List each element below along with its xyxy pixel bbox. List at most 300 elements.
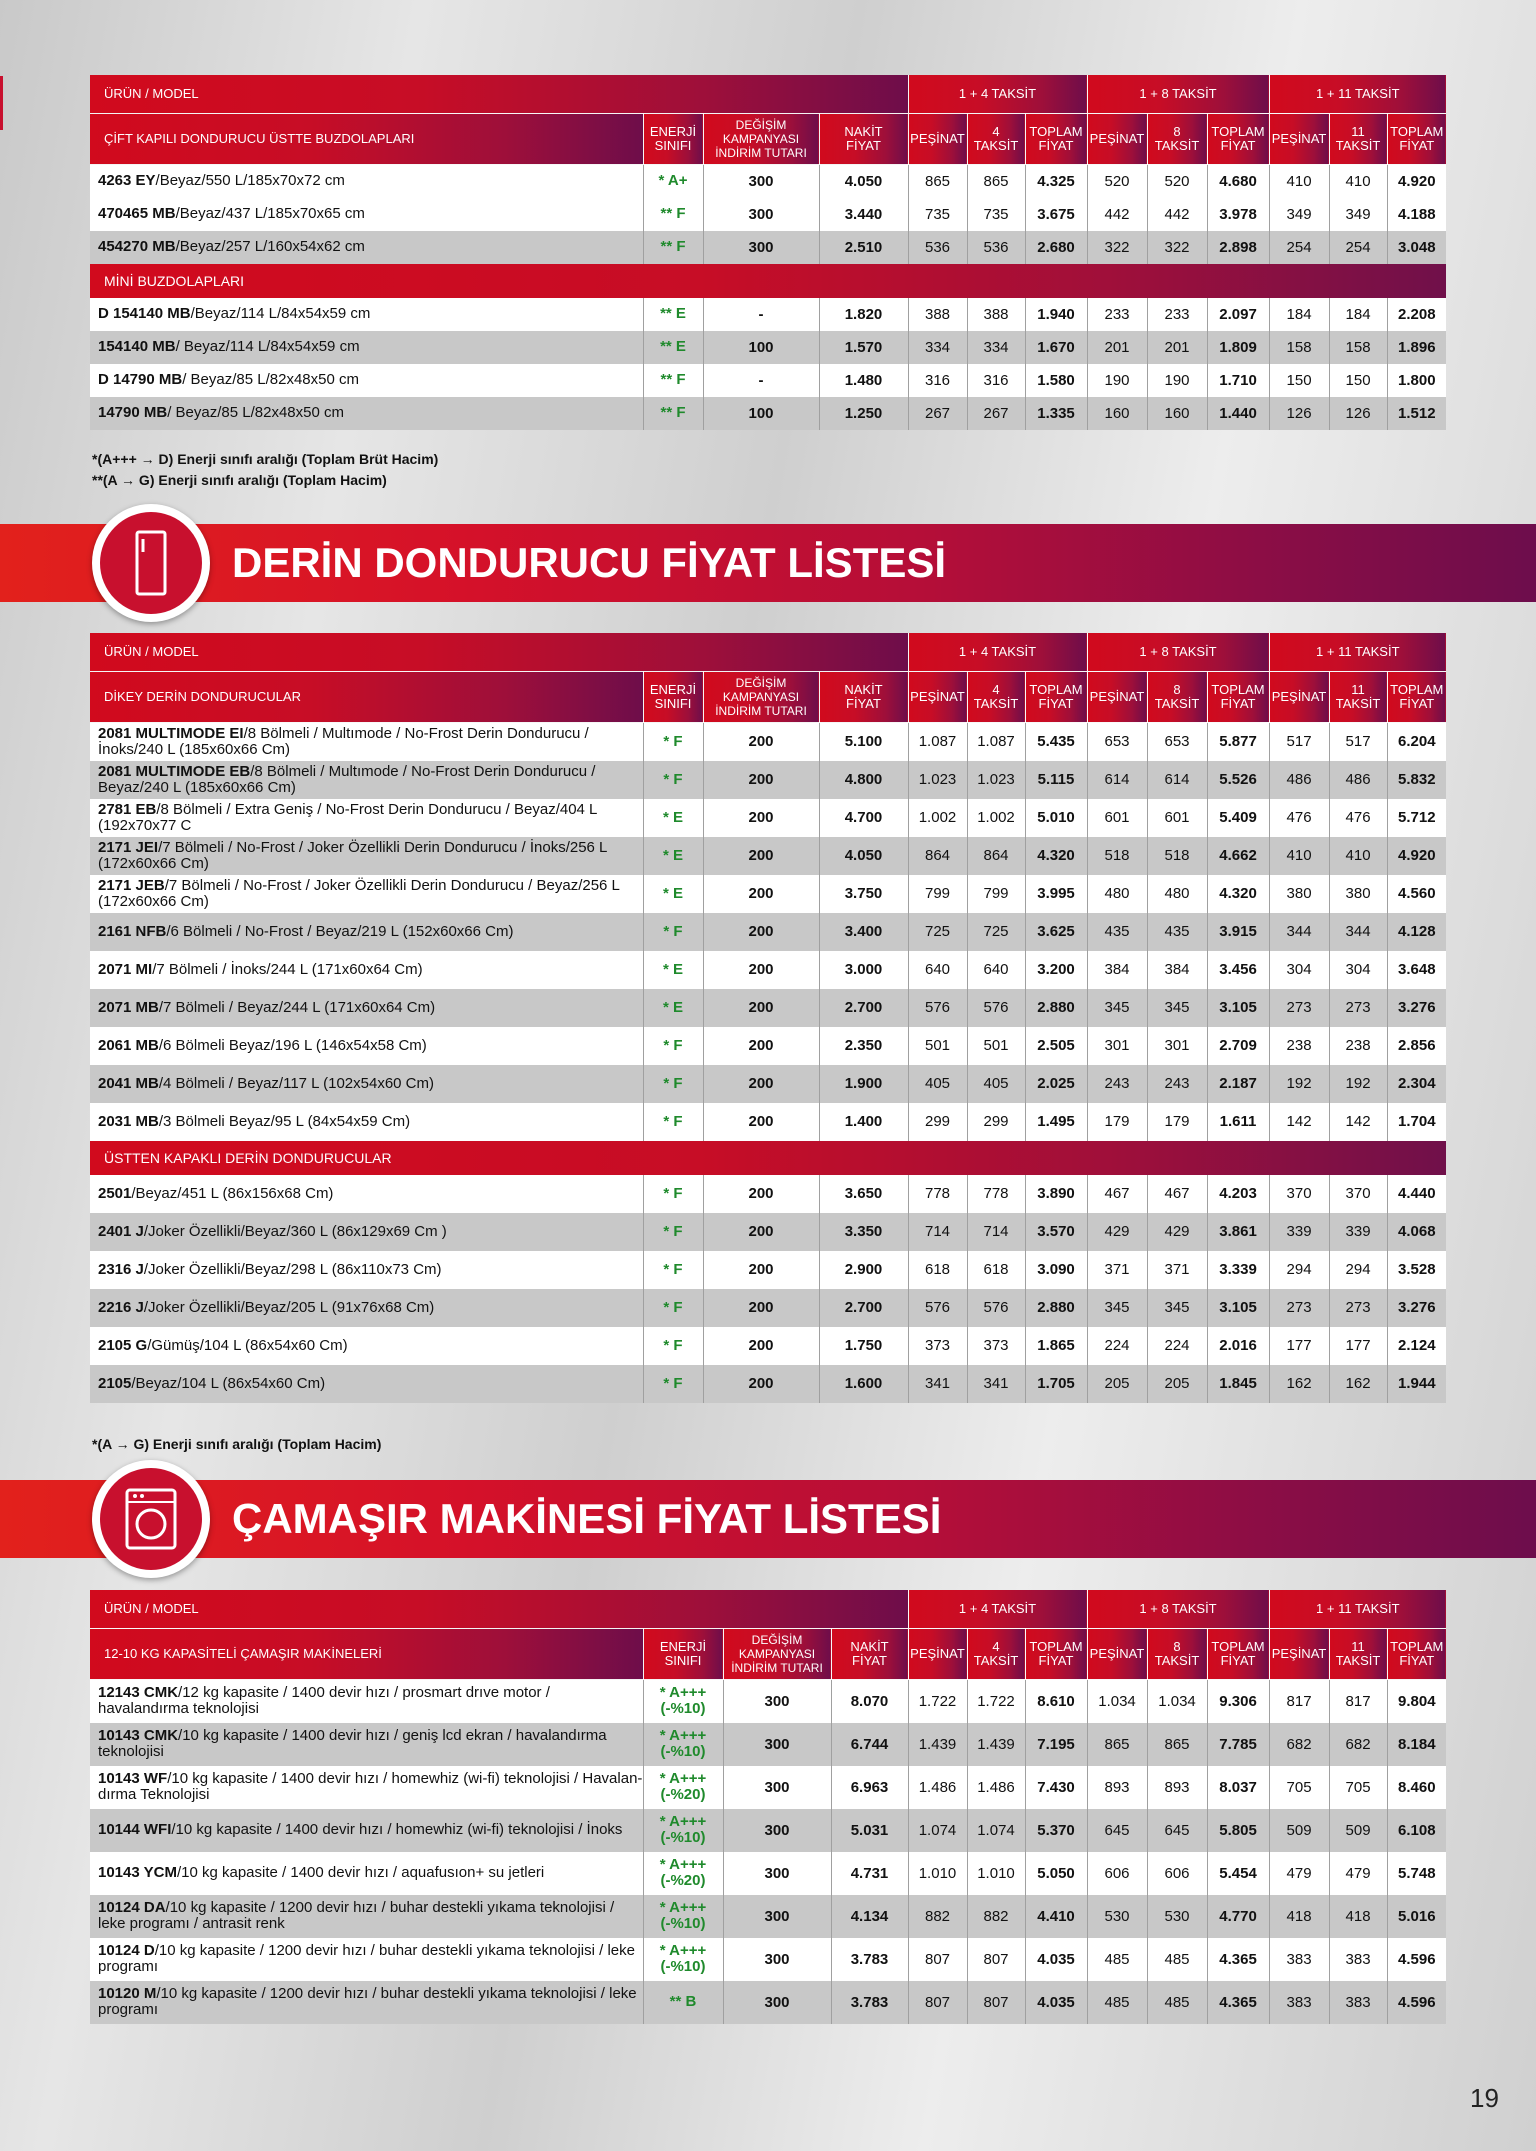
total-price-11: 5.748 — [1387, 1852, 1446, 1895]
down-payment: 383 — [1269, 1938, 1329, 1981]
total-price-8: 1.845 — [1207, 1365, 1269, 1403]
installment-8: 653 — [1147, 723, 1207, 761]
header-toplam-fiyat: TOPLAM FİYAT — [1207, 672, 1269, 723]
down-payment: 518 — [1087, 837, 1147, 875]
installment-4: 864 — [967, 837, 1025, 875]
header-taksit: 11 TAKSİT — [1329, 114, 1387, 165]
total-price-11: 4.920 — [1387, 837, 1446, 875]
table-row — [90, 198, 1446, 231]
down-payment: 349 — [1269, 198, 1329, 231]
discount-amount: 200 — [703, 1327, 819, 1365]
discount-amount: 300 — [703, 165, 819, 198]
table-row — [90, 989, 1446, 1027]
category-title: ÜSTTEN KAPAKLI DERİN DONDURUCULAR — [90, 1141, 1446, 1175]
discount-amount: 200 — [703, 1365, 819, 1403]
down-payment: 640 — [908, 951, 967, 989]
total-price-8: 8.037 — [1207, 1766, 1269, 1809]
total-price-8: 5.454 — [1207, 1852, 1269, 1895]
header-taksit: 8 TAKSİT — [1147, 672, 1207, 723]
header-enerji-sinifi: ENERJİ SINIFI — [643, 114, 703, 165]
total-price-4: 3.570 — [1025, 1213, 1087, 1251]
discount-amount: - — [703, 298, 819, 331]
installment-11: 349 — [1329, 198, 1387, 231]
product-model: 2171 JEI/7 Bölmeli / No-Frost / Joker Özellikli Derin Dondurucu / İnoks/256 L (172x60x66 Cm) — [90, 837, 643, 875]
cash-price: 6.963 — [831, 1766, 908, 1809]
header-toplam-fiyat: TOPLAM FİYAT — [1025, 114, 1087, 165]
down-payment: 267 — [908, 397, 967, 430]
installment-8: 160 — [1147, 397, 1207, 430]
product-model: 2105 G/Gümüş/104 L (86x54x60 Cm) — [90, 1327, 643, 1365]
installment-11: 142 — [1329, 1103, 1387, 1141]
down-payment: 201 — [1087, 331, 1147, 364]
total-price-4: 8.610 — [1025, 1680, 1087, 1723]
down-payment: 238 — [1269, 1027, 1329, 1065]
installment-4: 267 — [967, 397, 1025, 430]
discount-amount: - — [703, 364, 819, 397]
installment-8: 606 — [1147, 1852, 1207, 1895]
category-title: MİNİ BUZDOLAPLARI — [90, 264, 1446, 298]
header-nakit-fiyat: NAKİT FİYAT — [819, 114, 908, 165]
header-toplam-fiyat: TOPLAM FİYAT — [1025, 672, 1087, 723]
total-price-11: 8.460 — [1387, 1766, 1446, 1809]
cash-price: 1.480 — [819, 364, 908, 397]
installment-11: 273 — [1329, 989, 1387, 1027]
down-payment: 1.087 — [908, 723, 967, 761]
discount-amount: 200 — [703, 913, 819, 951]
table-row — [90, 1895, 1446, 1938]
banner-title: DERİN DONDURUCU FİYAT LİSTESİ — [232, 539, 947, 586]
installment-11: 177 — [1329, 1327, 1387, 1365]
installment-11: 370 — [1329, 1175, 1387, 1213]
total-price-4: 7.430 — [1025, 1766, 1087, 1809]
total-price-4: 1.335 — [1025, 397, 1087, 430]
installment-4: 618 — [967, 1251, 1025, 1289]
down-payment: 341 — [908, 1365, 967, 1403]
down-payment: 273 — [1269, 989, 1329, 1027]
product-model: 2031 MB/3 Bölmeli Beyaz/95 L (84x54x59 Cm) — [90, 1103, 643, 1141]
total-price-11: 4.440 — [1387, 1175, 1446, 1213]
washing-machine-icon — [100, 1468, 202, 1570]
down-payment: 485 — [1087, 1938, 1147, 1981]
installment-4: 714 — [967, 1213, 1025, 1251]
header-toplam-fiyat: TOPLAM FİYAT — [1207, 114, 1269, 165]
energy-class: * E — [643, 951, 703, 989]
installment-11: 486 — [1329, 761, 1387, 799]
installment-8: 530 — [1147, 1895, 1207, 1938]
installment-8: 485 — [1147, 1938, 1207, 1981]
down-payment: 865 — [908, 165, 967, 198]
cash-price: 3.350 — [819, 1213, 908, 1251]
total-price-8: 3.978 — [1207, 198, 1269, 231]
discount-amount: 300 — [723, 1938, 831, 1981]
installment-4: 640 — [967, 951, 1025, 989]
total-price-11: 3.276 — [1387, 989, 1446, 1027]
total-price-11: 3.276 — [1387, 1289, 1446, 1327]
installment-11: 509 — [1329, 1809, 1387, 1852]
total-price-8: 1.710 — [1207, 364, 1269, 397]
total-price-4: 3.890 — [1025, 1175, 1087, 1213]
down-payment: 435 — [1087, 913, 1147, 951]
installment-11: 476 — [1329, 799, 1387, 837]
down-payment: 254 — [1269, 231, 1329, 264]
table-row — [90, 799, 1446, 837]
total-price-4: 1.580 — [1025, 364, 1087, 397]
installment-11: 339 — [1329, 1213, 1387, 1251]
installment-11: 517 — [1329, 723, 1387, 761]
total-price-11: 5.832 — [1387, 761, 1446, 799]
installment-8: 205 — [1147, 1365, 1207, 1403]
total-price-4: 4.410 — [1025, 1895, 1087, 1938]
installment-11: 273 — [1329, 1289, 1387, 1327]
down-payment: 807 — [908, 1938, 967, 1981]
discount-amount: 300 — [703, 231, 819, 264]
discount-amount: 300 — [723, 1981, 831, 2024]
down-payment: 177 — [1269, 1327, 1329, 1365]
down-payment: 530 — [1087, 1895, 1147, 1938]
installment-8: 190 — [1147, 364, 1207, 397]
down-payment: 576 — [908, 1289, 967, 1327]
product-model: 2071 MB/7 Bölmeli / Beyaz/244 L (171x60x64 Cm) — [90, 989, 643, 1027]
installment-11: 192 — [1329, 1065, 1387, 1103]
total-price-11: 4.068 — [1387, 1213, 1446, 1251]
table-row — [90, 1103, 1446, 1141]
down-payment: 476 — [1269, 799, 1329, 837]
energy-class: * F — [643, 1213, 703, 1251]
table-row — [90, 1680, 1446, 1723]
installment-11: 184 — [1329, 298, 1387, 331]
installment-8: 520 — [1147, 165, 1207, 198]
down-payment: 126 — [1269, 397, 1329, 430]
energy-class: ** F — [643, 364, 703, 397]
down-payment: 184 — [1269, 298, 1329, 331]
installment-4: 405 — [967, 1065, 1025, 1103]
table-row — [90, 165, 1446, 198]
header-taksit: 11 TAKSİT — [1329, 672, 1387, 723]
product-model: 2071 MI/7 Bölmeli / İnoks/244 L (171x60x64 Cm) — [90, 951, 643, 989]
freezer-icon-badge — [92, 504, 210, 622]
down-payment: 384 — [1087, 951, 1147, 989]
total-price-11: 3.648 — [1387, 951, 1446, 989]
total-price-11: 5.712 — [1387, 799, 1446, 837]
installment-8: 201 — [1147, 331, 1207, 364]
total-price-11: 2.124 — [1387, 1327, 1446, 1365]
energy-note: *(A → G) Enerji sınıfı aralığı (Toplam Hacim) — [92, 1436, 382, 1452]
installment-4: 334 — [967, 331, 1025, 364]
cash-price: 5.031 — [831, 1809, 908, 1852]
header-degisim-indirim: DEĞİŞİM KAMPANYASI İNDİRİM TUTARI — [723, 1629, 831, 1680]
total-price-8: 4.662 — [1207, 837, 1269, 875]
total-price-8: 4.770 — [1207, 1895, 1269, 1938]
total-price-8: 3.915 — [1207, 913, 1269, 951]
total-price-8: 5.526 — [1207, 761, 1269, 799]
header-taksit: 4 TAKSİT — [967, 114, 1025, 165]
cash-price: 4.050 — [819, 837, 908, 875]
product-model: 10143 CMK/10 kg kapasite / 1400 devir hızı / geniş lcd ekran / havalandırma teknolojisi — [90, 1723, 643, 1766]
table-row — [90, 1289, 1446, 1327]
total-price-8: 2.709 — [1207, 1027, 1269, 1065]
installment-4: 1.486 — [967, 1766, 1025, 1809]
category-header: ÇİFT KAPILI DONDURUCU ÜSTTE BUZDOLAPLARI — [90, 114, 643, 165]
header-toplam-fiyat: TOPLAM FİYAT — [1387, 672, 1446, 723]
discount-amount: 200 — [703, 1175, 819, 1213]
header-taksit-11: 1 + 11 TAKSİT — [1269, 633, 1446, 672]
installment-11: 162 — [1329, 1365, 1387, 1403]
total-price-8: 2.187 — [1207, 1065, 1269, 1103]
down-payment: 442 — [1087, 198, 1147, 231]
energy-class: * A+++ (-%10) — [643, 1680, 723, 1723]
down-payment: 864 — [908, 837, 967, 875]
cash-price: 4.700 — [819, 799, 908, 837]
table-row — [90, 1365, 1446, 1403]
installment-4: 1.002 — [967, 799, 1025, 837]
down-payment: 160 — [1087, 397, 1147, 430]
total-price-4: 1.670 — [1025, 331, 1087, 364]
total-price-4: 5.010 — [1025, 799, 1087, 837]
cash-price: 1.900 — [819, 1065, 908, 1103]
total-price-11: 4.596 — [1387, 1981, 1446, 2024]
energy-notes-2 — [92, 1434, 381, 1455]
discount-amount: 200 — [703, 799, 819, 837]
header-taksit-8: 1 + 8 TAKSİT — [1087, 1590, 1269, 1629]
down-payment: 142 — [1269, 1103, 1329, 1141]
header-taksit: 4 TAKSİT — [967, 672, 1025, 723]
total-price-4: 4.035 — [1025, 1938, 1087, 1981]
installment-8: 893 — [1147, 1766, 1207, 1809]
down-payment: 179 — [1087, 1103, 1147, 1141]
down-payment: 322 — [1087, 231, 1147, 264]
down-payment: 345 — [1087, 1289, 1147, 1327]
product-model: 10124 D/10 kg kapasite / 1200 devir hızı / buhar destekli yıkama teknolojisi / leke programı — [90, 1938, 643, 1981]
header-urun-model: ÜRÜN / MODEL — [90, 1590, 908, 1629]
total-price-11: 4.560 — [1387, 875, 1446, 913]
installment-11: 705 — [1329, 1766, 1387, 1809]
installment-4: 1.722 — [967, 1680, 1025, 1723]
installment-4: 576 — [967, 1289, 1025, 1327]
down-payment: 645 — [1087, 1809, 1147, 1852]
total-price-4: 5.435 — [1025, 723, 1087, 761]
down-payment: 373 — [908, 1327, 967, 1365]
installment-8: 233 — [1147, 298, 1207, 331]
freezer-price-table — [90, 633, 1446, 1403]
installment-8: 614 — [1147, 761, 1207, 799]
energy-note: *(A+++ → D) Enerji sınıfı aralığı (Toplam Brüt Hacim) — [92, 451, 439, 467]
total-price-8: 3.339 — [1207, 1251, 1269, 1289]
down-payment: 383 — [1269, 1981, 1329, 2024]
product-model: 154140 MB/ Beyaz/114 L/84x54x59 cm — [90, 331, 643, 364]
down-payment: 371 — [1087, 1251, 1147, 1289]
total-price-11: 3.048 — [1387, 231, 1446, 264]
discount-amount: 200 — [703, 837, 819, 875]
total-price-11: 4.128 — [1387, 913, 1446, 951]
down-payment: 158 — [1269, 331, 1329, 364]
header-urun-model: ÜRÜN / MODEL — [90, 75, 908, 114]
installment-4: 1.023 — [967, 761, 1025, 799]
down-payment: 517 — [1269, 723, 1329, 761]
cash-price: 1.570 — [819, 331, 908, 364]
installment-4: 865 — [967, 165, 1025, 198]
installment-4: 576 — [967, 989, 1025, 1027]
down-payment: 150 — [1269, 364, 1329, 397]
table-row — [90, 1327, 1446, 1365]
washer-price-banner — [0, 1480, 1536, 1558]
down-payment: 1.023 — [908, 761, 967, 799]
discount-amount: 200 — [703, 1027, 819, 1065]
cash-price: 1.250 — [819, 397, 908, 430]
down-payment: 536 — [908, 231, 967, 264]
down-payment: 520 — [1087, 165, 1147, 198]
installment-11: 817 — [1329, 1680, 1387, 1723]
energy-class: * F — [643, 1065, 703, 1103]
down-payment: 410 — [1269, 837, 1329, 875]
down-payment: 192 — [1269, 1065, 1329, 1103]
total-price-4: 5.050 — [1025, 1852, 1087, 1895]
cash-price: 2.700 — [819, 1289, 908, 1327]
energy-note: **(A → G) Enerji sınıfı aralığı (Toplam Hacim) — [92, 472, 387, 488]
product-model: 10143 WF/10 kg kapasite / 1400 devir hızı / homewhiz (wi-fi) teknolojisi / Havalan-dırma Teknolojisi — [90, 1766, 643, 1809]
header-pesinat: PEŞİNAT — [908, 114, 967, 165]
cash-price: 3.440 — [819, 198, 908, 231]
energy-class: * A+++ (-%10) — [643, 1938, 723, 1981]
down-payment: 882 — [908, 1895, 967, 1938]
total-price-11: 4.188 — [1387, 198, 1446, 231]
product-model: 454270 MB/Beyaz/257 L/160x54x62 cm — [90, 231, 643, 264]
down-payment: 485 — [1087, 1981, 1147, 2024]
discount-amount: 100 — [703, 331, 819, 364]
header-taksit-8: 1 + 8 TAKSİT — [1087, 75, 1269, 114]
total-price-8: 4.365 — [1207, 1938, 1269, 1981]
down-payment: 1.002 — [908, 799, 967, 837]
installment-8: 179 — [1147, 1103, 1207, 1141]
total-price-4: 5.115 — [1025, 761, 1087, 799]
cash-price: 5.100 — [819, 723, 908, 761]
header-taksit: 8 TAKSİT — [1147, 1629, 1207, 1680]
total-price-4: 4.325 — [1025, 165, 1087, 198]
installment-8: 518 — [1147, 837, 1207, 875]
installment-11: 126 — [1329, 397, 1387, 430]
category-row — [90, 264, 1446, 298]
cash-price: 6.744 — [831, 1723, 908, 1766]
header-taksit-4: 1 + 4 TAKSİT — [908, 75, 1087, 114]
header-taksit: 4 TAKSİT — [967, 1629, 1025, 1680]
down-payment: 410 — [1269, 165, 1329, 198]
down-payment: 735 — [908, 198, 967, 231]
washer-icon-badge — [92, 1460, 210, 1578]
installment-4: 316 — [967, 364, 1025, 397]
total-price-4: 5.370 — [1025, 1809, 1087, 1852]
total-price-11: 6.108 — [1387, 1809, 1446, 1852]
down-payment: 509 — [1269, 1809, 1329, 1852]
installment-11: 344 — [1329, 913, 1387, 951]
down-payment: 501 — [908, 1027, 967, 1065]
product-model: 470465 MB/Beyaz/437 L/185x70x65 cm — [90, 198, 643, 231]
installment-4: 1.074 — [967, 1809, 1025, 1852]
freezer-price-banner — [0, 524, 1536, 602]
total-price-4: 7.195 — [1025, 1723, 1087, 1766]
total-price-4: 2.880 — [1025, 1289, 1087, 1327]
installment-11: 410 — [1329, 165, 1387, 198]
discount-amount: 300 — [703, 198, 819, 231]
installment-8: 442 — [1147, 198, 1207, 231]
product-model: 10144 WFI/10 kg kapasite / 1400 devir hızı / homewhiz (wi-fi) teknolojisi / İnoks — [90, 1809, 643, 1852]
discount-amount: 200 — [703, 1103, 819, 1141]
total-price-11: 3.528 — [1387, 1251, 1446, 1289]
energy-class: * F — [643, 1175, 703, 1213]
header-pesinat: PEŞİNAT — [1087, 672, 1147, 723]
energy-notes-1 — [92, 449, 438, 491]
down-payment: 467 — [1087, 1175, 1147, 1213]
total-price-4: 2.025 — [1025, 1065, 1087, 1103]
header-taksit-4: 1 + 4 TAKSİT — [908, 633, 1087, 672]
energy-class: ** F — [643, 231, 703, 264]
total-price-11: 1.704 — [1387, 1103, 1446, 1141]
down-payment: 618 — [908, 1251, 967, 1289]
installment-4: 725 — [967, 913, 1025, 951]
installment-11: 158 — [1329, 331, 1387, 364]
installment-11: 383 — [1329, 1938, 1387, 1981]
down-payment: 205 — [1087, 1365, 1147, 1403]
total-price-11: 5.016 — [1387, 1895, 1446, 1938]
installment-11: 410 — [1329, 837, 1387, 875]
product-model: 2171 JEB/7 Bölmeli / No-Frost / Joker Özellikli Derin Dondurucu / Beyaz/256 L (172x60x66 Cm) — [90, 875, 643, 913]
installment-8: 601 — [1147, 799, 1207, 837]
total-price-4: 4.035 — [1025, 1981, 1087, 2024]
freezer-icon — [100, 512, 202, 614]
header-nakit-fiyat: NAKİT FİYAT — [831, 1629, 908, 1680]
energy-class: * F — [643, 1251, 703, 1289]
total-price-11: 2.208 — [1387, 298, 1446, 331]
installment-4: 299 — [967, 1103, 1025, 1141]
header-degisim-indirim: DEĞİŞİM KAMPANYASI İNDİRİM TUTARI — [703, 114, 819, 165]
product-model: 10124 DA/10 kg kapasite / 1200 devir hızı / buhar destekli yıkama teknolojisi / leke programı / antrasit renk — [90, 1895, 643, 1938]
total-price-4: 2.505 — [1025, 1027, 1087, 1065]
total-price-8: 2.097 — [1207, 298, 1269, 331]
category-header: DİKEY DERİN DONDURUCULAR — [90, 672, 643, 723]
energy-class: ** B — [643, 1981, 723, 2024]
total-price-8: 7.785 — [1207, 1723, 1269, 1766]
energy-class: * A+++ (-%10) — [643, 1895, 723, 1938]
energy-class: * A+++ (-%20) — [643, 1852, 723, 1895]
product-model: 2081 MULTIMODE EB/8 Bölmeli / Multımode / No-Frost Derin Dondurucu / Beyaz/240 L (185x60x66 Cm) — [90, 761, 643, 799]
cash-price: 3.650 — [819, 1175, 908, 1213]
installment-4: 799 — [967, 875, 1025, 913]
down-payment: 1.722 — [908, 1680, 967, 1723]
installment-11: 380 — [1329, 875, 1387, 913]
installment-8: 485 — [1147, 1981, 1207, 2024]
total-price-8: 4.203 — [1207, 1175, 1269, 1213]
cash-price: 2.350 — [819, 1027, 908, 1065]
cash-price: 3.783 — [831, 1938, 908, 1981]
energy-class: * E — [643, 875, 703, 913]
total-price-11: 1.512 — [1387, 397, 1446, 430]
discount-amount: 100 — [703, 397, 819, 430]
down-payment: 429 — [1087, 1213, 1147, 1251]
total-price-11: 2.304 — [1387, 1065, 1446, 1103]
down-payment: 714 — [908, 1213, 967, 1251]
total-price-4: 1.940 — [1025, 298, 1087, 331]
discount-amount: 300 — [723, 1852, 831, 1895]
header-enerji-sinifi: ENERJİ SINIFI — [643, 1629, 723, 1680]
product-model: 2501/Beyaz/451 L (86x156x68 Cm) — [90, 1175, 643, 1213]
total-price-8: 3.456 — [1207, 951, 1269, 989]
discount-amount: 200 — [703, 761, 819, 799]
header-toplam-fiyat: TOPLAM FİYAT — [1207, 1629, 1269, 1680]
cash-price: 4.800 — [819, 761, 908, 799]
total-price-4: 2.880 — [1025, 989, 1087, 1027]
cash-price: 1.750 — [819, 1327, 908, 1365]
installment-4: 882 — [967, 1895, 1025, 1938]
header-pesinat: PEŞİNAT — [1269, 1629, 1329, 1680]
table-row — [90, 1981, 1446, 2024]
